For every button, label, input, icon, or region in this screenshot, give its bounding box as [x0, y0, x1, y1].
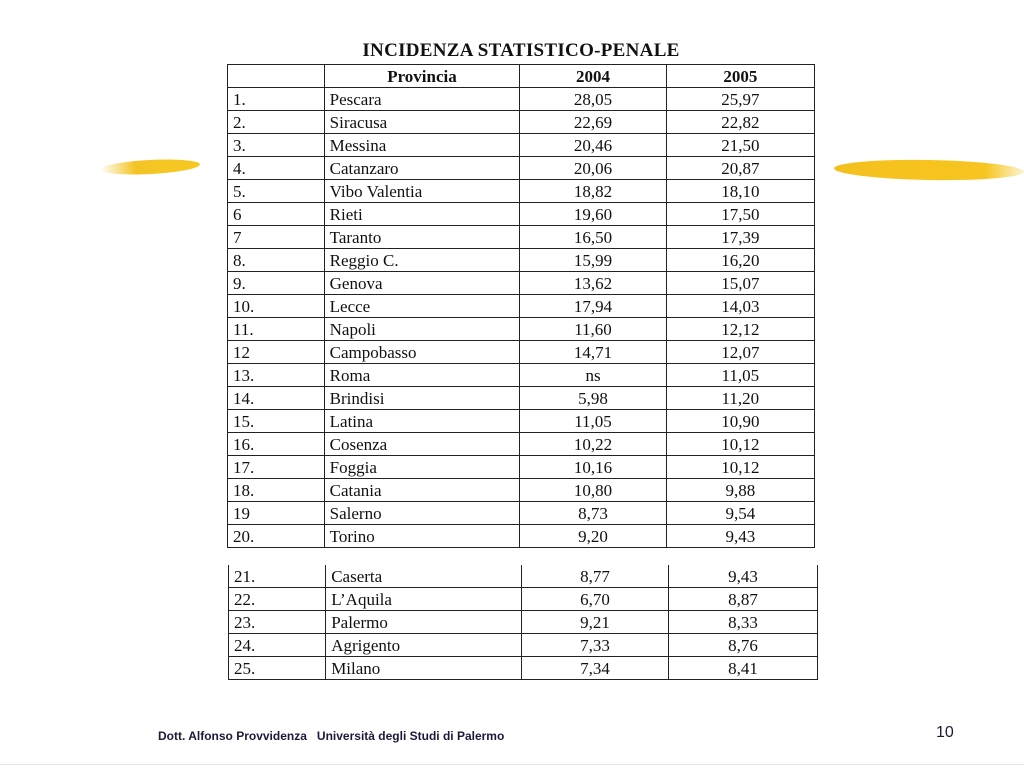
cell-rank: 11. [228, 318, 325, 341]
cell-provincia: Latina [324, 410, 520, 433]
footer-credits [158, 729, 504, 743]
decorative-brush-stroke-right [834, 158, 1024, 181]
cell-provincia: Salerno [324, 502, 520, 525]
cell-2004: 8,73 [520, 502, 666, 525]
cell-2005: 10,12 [666, 456, 814, 479]
cell-2004: 9,21 [522, 611, 669, 634]
cell-2004: 19,60 [520, 203, 666, 226]
table-row [229, 634, 818, 657]
table-row [228, 272, 815, 295]
cell-2004: 14,71 [520, 341, 666, 364]
cell-2005: 25,97 [666, 88, 814, 111]
table-row [228, 134, 815, 157]
header-rank [228, 65, 325, 88]
table-row [228, 111, 815, 134]
cell-rank: 9. [228, 272, 325, 295]
table-row [228, 502, 815, 525]
cell-rank: 13. [228, 364, 325, 387]
cell-2005: 8,41 [669, 657, 818, 680]
cell-2005: 22,82 [666, 111, 814, 134]
cell-provincia: Torino [324, 525, 520, 548]
cell-provincia: Reggio C. [324, 249, 520, 272]
table-row [228, 157, 815, 180]
cell-2005: 10,12 [666, 433, 814, 456]
cell-rank: 18. [228, 479, 325, 502]
cell-provincia: Roma [324, 364, 520, 387]
cell-provincia: Milano [326, 657, 522, 680]
cell-2005: 8,33 [669, 611, 818, 634]
cell-2004: 13,62 [520, 272, 666, 295]
cell-2004: 11,60 [520, 318, 666, 341]
cell-provincia: Siracusa [324, 111, 520, 134]
cell-2004: 7,33 [522, 634, 669, 657]
cell-provincia: Brindisi [324, 387, 520, 410]
cell-rank: 25. [229, 657, 326, 680]
cell-rank: 14. [228, 387, 325, 410]
table-row [228, 341, 815, 364]
cell-2004: 6,70 [522, 588, 669, 611]
cell-rank: 8. [228, 249, 325, 272]
cell-rank: 1. [228, 88, 325, 111]
table-row [228, 456, 815, 479]
cell-2005: 18,10 [666, 180, 814, 203]
header-provincia: Provincia [324, 65, 520, 88]
cell-rank: 20. [228, 525, 325, 548]
table-row [228, 180, 815, 203]
cell-provincia: Foggia [324, 456, 520, 479]
cell-provincia: Caserta [326, 565, 522, 588]
cell-2004: 11,05 [520, 410, 666, 433]
table-row [229, 657, 818, 680]
cell-rank: 22. [229, 588, 326, 611]
cell-2005: 8,76 [669, 634, 818, 657]
cell-rank: 7 [228, 226, 325, 249]
cell-provincia: Lecce [324, 295, 520, 318]
page-title: INCIDENZA STATISTICO-PENALE [362, 40, 680, 61]
cell-2004: 16,50 [520, 226, 666, 249]
cell-2005: 20,87 [666, 157, 814, 180]
decorative-brush-stroke-left [100, 157, 201, 176]
cell-2004: 7,34 [522, 657, 669, 680]
cell-2005: 16,20 [666, 249, 814, 272]
cell-rank: 24. [229, 634, 326, 657]
data-table-part2 [228, 565, 818, 680]
table-row [229, 588, 818, 611]
cell-rank: 5. [228, 180, 325, 203]
table-row [228, 387, 815, 410]
cell-rank: 21. [229, 565, 326, 588]
cell-2005: 9,43 [669, 565, 818, 588]
table-row [228, 318, 815, 341]
cell-provincia: Messina [324, 134, 520, 157]
cell-2005: 9,88 [666, 479, 814, 502]
cell-2004: 15,99 [520, 249, 666, 272]
cell-2005: 9,54 [666, 502, 814, 525]
table-row [228, 203, 815, 226]
bottom-divider [0, 764, 1024, 765]
footer-author: Dott. Alfonso Provvidenza [158, 729, 307, 743]
cell-rank: 6 [228, 203, 325, 226]
cell-2005: 8,87 [669, 588, 818, 611]
cell-rank: 19 [228, 502, 325, 525]
cell-provincia: Genova [324, 272, 520, 295]
cell-2005: 12,12 [666, 318, 814, 341]
cell-rank: 23. [229, 611, 326, 634]
cell-2004: 10,16 [520, 456, 666, 479]
cell-2004: 22,69 [520, 111, 666, 134]
cell-2005: 12,07 [666, 341, 814, 364]
cell-2005: 14,03 [666, 295, 814, 318]
table-row [229, 565, 818, 588]
page-number: 10 [936, 724, 954, 741]
table-row [228, 525, 815, 548]
cell-rank: 15. [228, 410, 325, 433]
cell-rank: 16. [228, 433, 325, 456]
cell-2005: 11,20 [666, 387, 814, 410]
cell-provincia: Vibo Valentia [324, 180, 520, 203]
cell-rank: 12 [228, 341, 325, 364]
cell-rank: 2. [228, 111, 325, 134]
cell-provincia: L’Aquila [326, 588, 522, 611]
footer-institution: Università degli Studi di Palermo [316, 729, 505, 743]
header-2004: 2004 [520, 65, 666, 88]
table-row [228, 249, 815, 272]
cell-2004: 10,22 [520, 433, 666, 456]
cell-provincia: Pescara [324, 88, 520, 111]
cell-2004: 8,77 [522, 565, 669, 588]
cell-2004: 28,05 [520, 88, 666, 111]
table-row [228, 433, 815, 456]
cell-2005: 17,39 [666, 226, 814, 249]
header-2005: 2005 [666, 65, 814, 88]
cell-2004: 5,98 [520, 387, 666, 410]
cell-provincia: Campobasso [324, 341, 520, 364]
cell-2004: 20,46 [520, 134, 666, 157]
table-row [228, 364, 815, 387]
cell-provincia: Catanzaro [324, 157, 520, 180]
cell-2004: 10,80 [520, 479, 666, 502]
cell-2004: 9,20 [520, 525, 666, 548]
data-table-part1 [227, 64, 815, 548]
cell-2005: 10,90 [666, 410, 814, 433]
cell-provincia: Palermo [326, 611, 522, 634]
cell-2005: 15,07 [666, 272, 814, 295]
table-row [228, 88, 815, 111]
table-row [228, 295, 815, 318]
table-row [228, 410, 815, 433]
cell-2005: 11,05 [666, 364, 814, 387]
table-row [228, 226, 815, 249]
cell-provincia: Agrigento [326, 634, 522, 657]
cell-2004: 17,94 [520, 295, 666, 318]
cell-provincia: Catania [324, 479, 520, 502]
cell-rank: 4. [228, 157, 325, 180]
cell-2005: 17,50 [666, 203, 814, 226]
cell-provincia: Cosenza [324, 433, 520, 456]
cell-rank: 17. [228, 456, 325, 479]
table-row [229, 611, 818, 634]
cell-2004: ns [520, 364, 666, 387]
cell-rank: 10. [228, 295, 325, 318]
cell-provincia: Taranto [324, 226, 520, 249]
cell-rank: 3. [228, 134, 325, 157]
cell-provincia: Rieti [324, 203, 520, 226]
cell-provincia: Napoli [324, 318, 520, 341]
cell-2005: 21,50 [666, 134, 814, 157]
cell-2004: 20,06 [520, 157, 666, 180]
table-header-row [228, 65, 815, 88]
cell-2004: 18,82 [520, 180, 666, 203]
table-row [228, 479, 815, 502]
cell-2005: 9,43 [666, 525, 814, 548]
